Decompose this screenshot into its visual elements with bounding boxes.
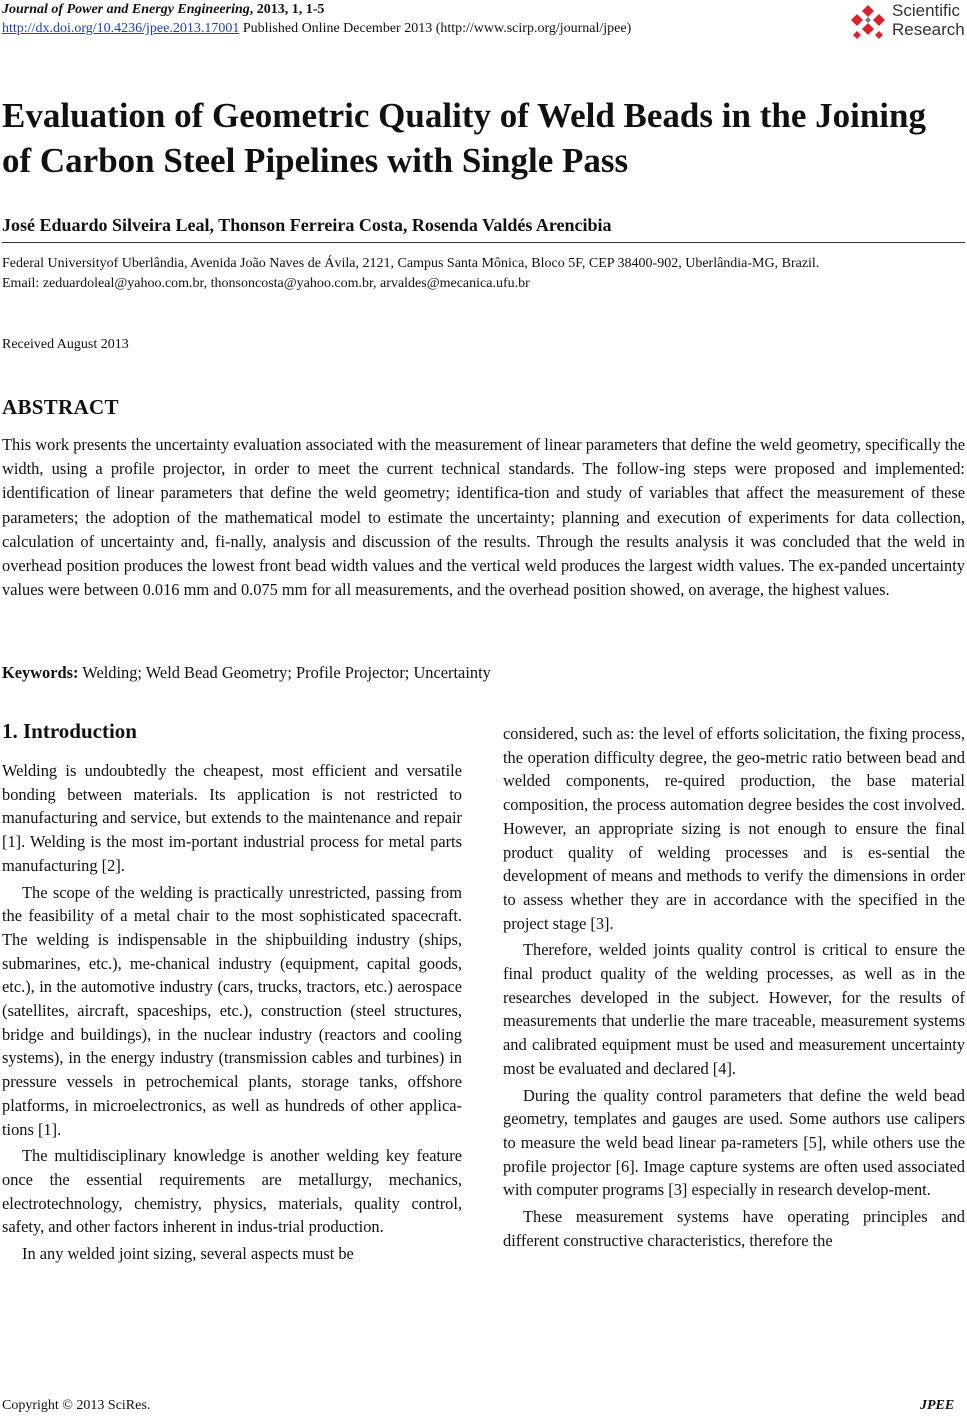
author-divider bbox=[2, 242, 965, 243]
author-list: José Eduardo Silveira Leal, Thonson Ferreira Costa, Rosenda Valdés Arencibia bbox=[2, 215, 612, 235]
paragraph: Therefore, welded joints quality control is critical to ensure the final product quality of the welding processes, as well as in the researches developed in the subject. However, for the results of measurements that underlie the mare traceable, measurement systems and calibrated equipment must be used and measurement uncertainty most be evaluated and declared [4]. bbox=[503, 940, 965, 1078]
journal-header bbox=[2, 2, 324, 18]
publication-line bbox=[2, 21, 631, 37]
abstract-heading: ABSTRACT bbox=[2, 395, 119, 419]
abstract-text: This work presents the uncertainty evaluation associated with the measurement of linear parameters that define the weld geometry, specifically the width, using a profile projector, in order to meet the current technical standards. The follow-ing steps were proposed and implemented: identification of linear parameters that define the weld geometry; identifica-tion and study of variables that affect the measurement of these parameters; the adoption of the mathematical model to estimate the uncertainty; planning and execution of experiments for data collection, calculation of uncertainty and, fi-nally, analysis and discussion of the results. Through the results analysis it was concluded that the weld in overhead position produces the lowest front bead width values and the vertical weld produces the largest width values. The ex-panded uncertainty values were between 0.016 mm and 0.075 mm for all measurements, and the overhead position showed, on average, the highest values. bbox=[2, 435, 965, 600]
scirp-logo bbox=[848, 2, 966, 42]
left-column bbox=[2, 759, 462, 1266]
logo-text-line1: Scientific bbox=[892, 1, 961, 20]
received-date: Received August 2013 bbox=[2, 337, 129, 352]
article-title: Evaluation of Geometric Quality of Weld Beads in the Joining of Carbon Steel Pipelines with Single Pass bbox=[2, 96, 926, 180]
paragraph: The multidisciplinary knowledge is another welding key feature once the essential requirements are metallurgy, mechanics, electrotechnology, chemistry, physics, materials, quality control, safety, and other factors inherent in indus-trial production. bbox=[2, 1146, 462, 1237]
footer-copyright: Copyright © 2013 SciRes. bbox=[2, 1398, 151, 1413]
paragraph: In any welded joint sizing, several aspects must be bbox=[22, 1244, 354, 1264]
keywords-text: Welding; Weld Bead Geometry; Profile Projector; Uncertainty bbox=[78, 663, 491, 682]
affiliation: Federal Universityof Uberlândia, Avenida João Naves de Ávila, 2121, Campus Santa Mônica, Bloco 5F, CEP 38400-902, Uberlândia-MG, Brazil. bbox=[2, 256, 820, 271]
affiliation-block bbox=[2, 254, 965, 294]
section-heading-introduction: 1. Introduction bbox=[2, 719, 137, 743]
volume-info: , 2013, 1, 1-5 bbox=[249, 2, 325, 17]
paragraph: Welding is undoubtedly the cheapest, most efficient and versatile bonding between materials. Its application is not restricted to manufacturing and service, but extends to the maintenance and repair [1]. Welding is the most im-portant industrial process for metal parts manufacturing [2]. bbox=[2, 761, 462, 875]
paragraph: considered, such as: the level of efforts solicitation, the fixing process, the operation difficulty degree, the geo-metric ratio between bead and welded components, re-quired production, the base material composition, the process automation degree besides the cost involved. However, an appropriate sizing is not enough to ensure the final product quality of welding processes and is es-sential the development of means and methods to verify the dimensions in order to assess whether they are in accordance with the specified in the project stage [3]. bbox=[503, 724, 965, 933]
right-column bbox=[503, 722, 965, 1252]
keywords-label: Keywords: bbox=[2, 663, 79, 682]
footer-journal-abbrev: JPEE bbox=[920, 1398, 955, 1413]
logo-mark-icon bbox=[848, 4, 888, 42]
keywords-line bbox=[2, 663, 491, 683]
journal-name: Journal of Power and Energy Engineering bbox=[2, 2, 250, 17]
logo-text-line2: Research bbox=[892, 20, 965, 39]
published-text: Published Online December 2013 (http://www.scirp.org/journal/jpee) bbox=[239, 21, 632, 36]
paragraph: During the quality control parameters that define the weld bead geometry, templates and gauges are used. Some authors use calipers to measure the weld bead linear pa-rameters [5], while others use the profile projector [6]. Image capture systems are often used associated with computer programs [3] especially in research develop-ment. bbox=[503, 1085, 965, 1200]
email-line: Email: zeduardoleal@yahoo.com.br, thonsoncosta@yahoo.com.br, arvaldes@mecanica.ufu.br bbox=[2, 276, 530, 291]
paragraph: The scope of the welding is practically unrestricted, passing from the feasibility of a metal chair to the most sophisticated spacecraft. The welding is indispensable in the shipbuilding industry (ships, submarines, etc.), me-chanical industry (equipment, capital goods, etc.), in the automotive industry (cars, trucks, tractors, etc.) aerospace (satellites, aircraft, spaceships, etc.), construction (steel structures, bridge and buildings), in the nuclear industry (reactors and cooling systems), in the energy industry (transmission cables and turbines) in pressure vessels in petrochemical plants, storage tanks, offshore platforms, in microelectronics, as well as hundreds of other applica-tions [1]. bbox=[2, 882, 462, 1139]
doi-link[interactable]: http://dx.doi.org/10.4236/jpee.2013.17001 bbox=[2, 21, 240, 36]
paragraph: These measurement systems have operating principles and different constructive characteristics, therefore the bbox=[503, 1207, 965, 1250]
